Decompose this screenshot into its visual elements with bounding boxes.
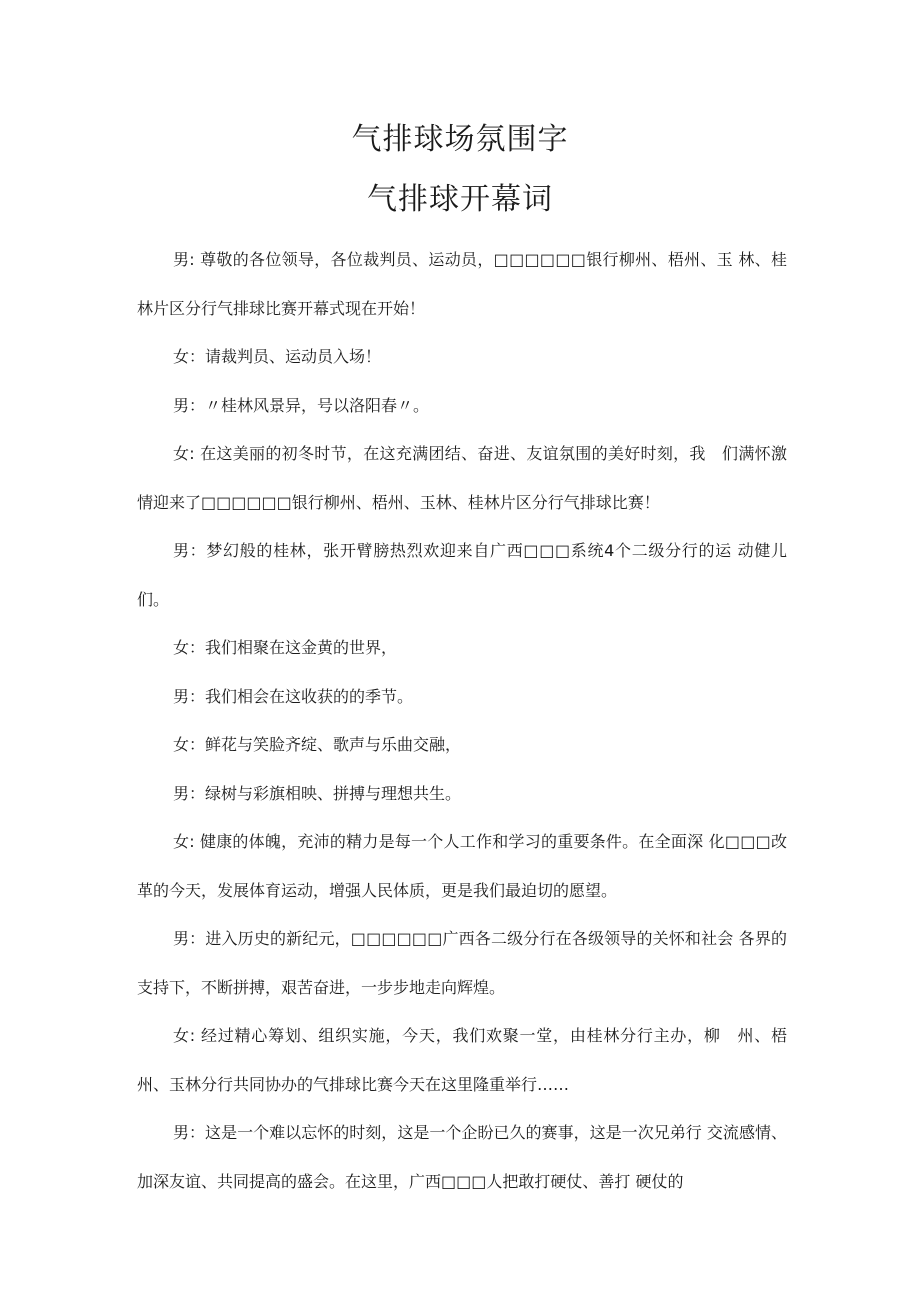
paragraph: 男: 尊敬的各位领导，各位裁判员、运动员，□□□□□□银行柳州、梧州、玉 林、桂林片区分行气排球比赛开幕式现在开始！ [137, 250, 787, 318]
document-body [137, 236, 787, 1206]
document-title: 气排球场氛围字 [351, 122, 569, 157]
paragraph: 男：这是一个难以忘怀的时刻，这是一个企盼已久的赛事，这是一次兄弟行 交流感情、加深友谊、共同提高的盛会。在这里，广西□□□人把敢打硬仗、善打 硬仗的 [137, 1123, 787, 1191]
paragraph: 男：〃桂林风景异，号以洛阳春〃。 [173, 395, 430, 415]
paragraph: 女: 健康的体魄，充沛的精力是每一个人工作和学习的重要条件。在全面深 化□□□改革的今天，发展体育运动，增强人民体质，更是我们最迫切的愿望。 [137, 832, 787, 900]
document-subtitle: 气排球开幕词 [367, 182, 553, 217]
paragraph: 男：梦幻般的桂林，张开臂膀热烈欢迎来自广西□□□系统4个二级分行的运 动健儿们。 [137, 541, 787, 609]
paragraph: 男：绿树与彩旗相映、拼搏与理想共生。 [173, 783, 462, 803]
paragraph: 男：进入历史的新纪元，□□□□□□广西各二级分行在各级领导的关怀和社会 各界的支持下，不断拼搏，艰苦奋进，一步步地走向辉煌。 [137, 929, 787, 997]
paragraph: 女：我们相聚在这金黄的世界， [173, 638, 398, 657]
paragraph: 女: 经过精心筹划、组织实施，今天，我们欢聚一堂，由桂林分行主办，柳 州、梧州、玉林分行共同协办的气排球比赛今天在这里隆重举行…… [137, 1026, 787, 1094]
paragraph: 女：鲜花与笑脸齐绽、歌声与乐曲交融， [173, 735, 462, 754]
paragraph: 女: 在这美丽的初冬时节，在这充满团结、奋进、友谊氛围的美好时刻，我 们满怀激情迎来了□□□□□□银行柳州、梧州、玉林、桂林片区分行气排球比赛！ [137, 444, 787, 512]
paragraph: 男：我们相会在这收获的的季节。 [173, 686, 414, 706]
paragraph: 女：请裁判员、运动员入场！ [173, 347, 382, 366]
